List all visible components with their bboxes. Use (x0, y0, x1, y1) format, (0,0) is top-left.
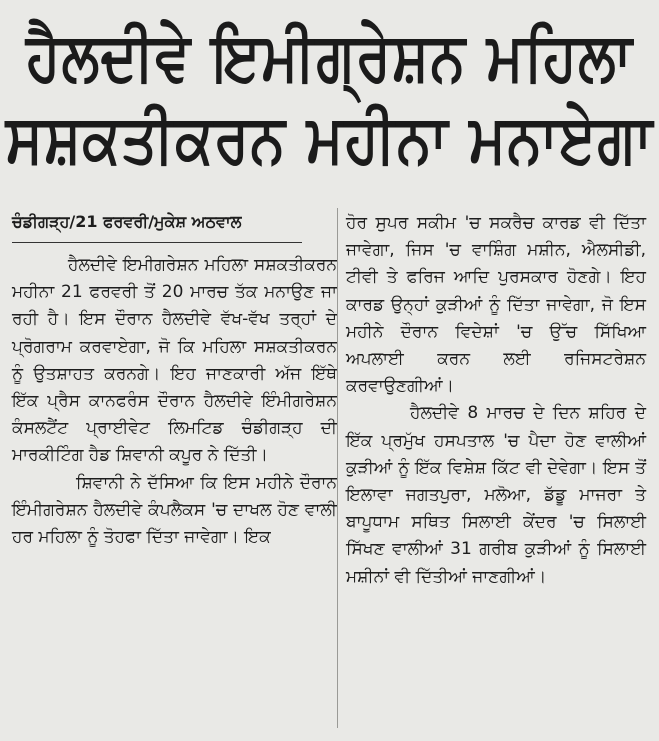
article-paragraph: ਹੈਲਦੀਵੇ ਇਮੀਗਰੇਸ਼ਨ ਮਹਿਲਾ ਸਸ਼ਕਤੀਕਰਨ ਮਹੀਨਾ 21 ਫਰਵਰੀ ਤੋਂ 20 ਮਾਰਚ ਤੱਕ ਮਨਾਉਣ ਜਾ ਰਹੀ ਹੈ। ਇਸ ਦੌਰਾਨ ਹੈਲਦੀਵੇ ਵੱਖ-ਵੱਖ ਤਰ੍ਹਾਂ ਦੇ ਪ੍ਰੋਗਰਾਮ ਕਰਵਾਏਗਾ, ਜੋ ਕਿ ਮਹਿਲਾ ਸਸ਼ਕਤੀਕਰਨ ਨੂੰ ਉਤਸ਼ਾਹਤ ਕਰਨਗੇ। ਇਹ ਜਾਣਕਾਰੀ ਅੱਜ ਇੱਥੇ ਇੱਕ ਪ੍ਰੈਸ ਕਾਨਫਰੰਸ ਦੌਰਾਨ ਹੈਲਦੀਵੇ ਇੰਮੀਗਰੇਸ਼ਨ ਕੰਸਲਟੈਂਟ ਪ੍ਰਾਈਵੇਟ ਲਿਮਟਿਡ ਚੰਡੀਗੜ੍ਹ ਦੀ ਮਾਰਕੀਟਿੰਗ ਹੈਡ ਸ਼ਿਵਾਨੀ ਕਪੂਰ ਨੇ ਦਿੱਤੀ। (12, 255, 337, 466)
headline-line-1: ਹੈਲਦੀਵੇ ਇਮੀਗ੍ਰੇਸ਼ਨ ਮਹਿਲਾ (26, 18, 633, 97)
column-divider (337, 208, 338, 728)
headline (0, 0, 659, 200)
article-column-left (12, 210, 337, 551)
article-paragraph: ਹੈਲਦੀਵੇ 8 ਮਾਰਚ ਦੇ ਦਿਨ ਸ਼ਹਿਰ ਦੇ ਇੱਕ ਪ੍ਰਮੁੱਖ ਹਸਪਤਾਲ 'ਚ ਪੈਦਾ ਹੋਣ ਵਾਲੀਆਂ ਕੁੜੀਆਂ ਨੂੰ ਇੱਕ ਵਿਸ਼ੇਸ਼ ਕਿੱਟ ਵੀ ਦੇਵੇਗਾ। ਇਸ ਤੋਂ ਇਲਾਵਾ ਜਗਤਪੁਰਾ, ਮਲੋਆ, ਡੱਡੂ ਮਾਜਰਾ ਤੇ ਬਾਪੂਧਾਮ ਸਥਿਤ ਸਿਲਾਈ ਕੇਂਦਰ 'ਚ ਸਿਲਾਈ ਸਿੱਖਣ ਵਾਲੀਆਂ 31 ਗਰੀਬ ਕੁੜੀਆਂ ਨੂੰ ਸਿਲਾਈ ਮਸ਼ੀਨਾਂ ਵੀ ਦਿੱਤੀਆਂ ਜਾਣਗੀਆਂ। (346, 403, 646, 587)
article-paragraph: ਸ਼ਿਵਾਨੀ ਨੇ ਦੱਸਿਆ ਕਿ ਇਸ ਮਹੀਨੇ ਦੌਰਾਨ ਇੰਮੀਗਰੇਸ਼ਨ ਹੈਲਦੀਵੇ ਕੰਪਲੈਕਸ 'ਚ ਦਾਖਲ ਹੋਣ ਵਾਲੀ ਹਰ ਮਹਿਲਾ ਨੂੰ ਤੋਹਫਾ ਦਿੱਤਾ ਜਾਵੇਗਾ। ਇਕ (12, 472, 337, 548)
article-paragraph: ਹੋਰ ਸੁਪਰ ਸਕੀਮ 'ਚ ਸਕਰੈਚ ਕਾਰਡ ਵੀ ਦਿੱਤਾ ਜਾਵੇਗਾ, ਜਿਸ 'ਚ ਵਾਸ਼ਿੰਗ ਮਸ਼ੀਨ, ਐਲਸੀਡੀ, ਟੀਵੀ ਤੇ ਫਰਿਜ ਆਦਿ ਪੁਰਸਕਾਰ ਹੋਣਗੇ। ਇਹ ਕਾਰਡ ਉਨ੍ਹਾਂ ਕੁੜੀਆਂ ਨੂੰ ਦਿੱਤਾ ਜਾਵੇਗਾ, ਜੋ ਇਸ ਮਹੀਨੇ ਦੌਰਾਨ ਵਿਦੇਸ਼ਾਂ 'ਚ ਉੱਚ ਸਿੱਖਿਆ ਅਪਲਾਈ ਕਰਨ ਲਈ ਰਜਿਸਟਰੇਸ਼ਨ ਕਰਵਾਉਣਗੀਆਂ। (346, 213, 646, 397)
headline-line-2: ਸਸ਼ਕਤੀਕਰਨ ਮਹੀਨਾ ਮਨਾਏਗਾ (5, 100, 654, 179)
dateline: ਚੰਡੀਗੜ੍ਹ/21 ਫਰਵਰੀ/ਮੁਕੇਸ਼ ਅਠਵਾਲ (12, 210, 302, 243)
article-column-right (346, 210, 646, 591)
